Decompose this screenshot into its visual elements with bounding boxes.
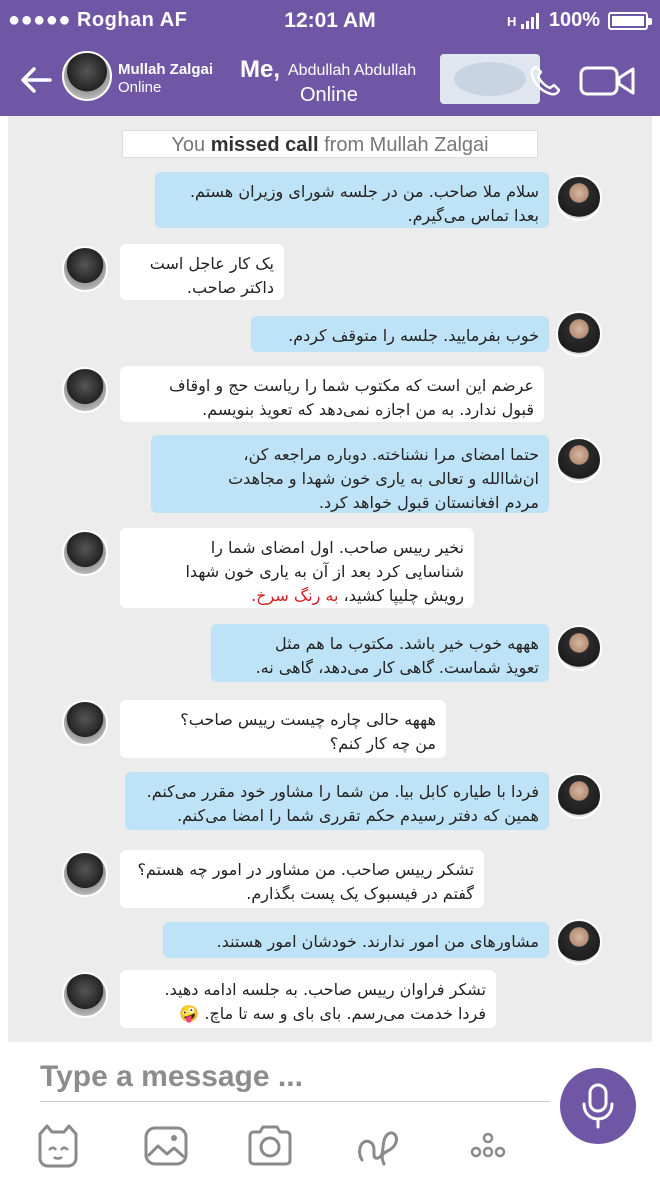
- my-avatar: [556, 625, 602, 671]
- signal-icon: [507, 12, 541, 30]
- me-status: Online: [300, 84, 358, 106]
- svg-text:H: H: [506, 13, 517, 29]
- message-bubble-me: هههه خوب خیر باشد. مکتوب ما هم مثل تعویذ شماست. گاهی کار می‌دهد، گاهی نه.: [211, 624, 549, 682]
- message-bubble-me: فردا با طیاره کابل بیا. من شما را مشاور خود مقرر می‌کنم. همین که دفتر رسیدم حکم تقرری شما را امضا می‌کنم.: [125, 772, 549, 830]
- battery-icon: [608, 12, 648, 30]
- contact-message-avatar: [62, 700, 108, 746]
- doodle-icon[interactable]: [352, 1120, 404, 1172]
- phone-call-icon[interactable]: [528, 64, 562, 98]
- message-bubble-contact: تشکر فراوان رییس صاحب. به جلسه ادامه دهید. فردا خدمت می‌رسم. بای بای و سه تا ماچ. 🤪: [120, 970, 496, 1028]
- my-avatar: [556, 773, 602, 819]
- message-bubble-me: حتما امضای مرا نشناخته. دوباره مراجعه کن، ان‌شاالله و تعالی به یاری خون شهدا و مجاهدت مردم افغانستان قبول خواهد کرد.: [151, 435, 549, 513]
- contact-message-avatar: [62, 367, 108, 413]
- video-call-icon[interactable]: [578, 64, 636, 98]
- my-avatar: [556, 437, 602, 483]
- carrier-name: ●●●●● Roghan AF: [8, 9, 188, 31]
- message-bubble-contact: یک کار عاجل است داکتر صاحب.: [120, 244, 284, 300]
- contact-name[interactable]: Mullah Zalgai: [118, 61, 214, 78]
- message-bubble-contact: هههه حالی چاره چیست رییس صاحب؟ من چه کار کنم؟: [120, 700, 446, 758]
- battery-level: 100%: [548, 9, 600, 31]
- me-label: Me,: [240, 56, 281, 83]
- status-bar: [0, 0, 660, 44]
- message-input[interactable]: Type a message ...: [40, 1053, 550, 1102]
- missed-call-notice: You missed call from Mullah Zalgai: [122, 130, 538, 158]
- clock: 12:01 AM: [284, 9, 376, 32]
- contact-status: Online: [118, 79, 162, 96]
- contact-message-avatar: [62, 972, 108, 1018]
- contact-message-avatar: [62, 851, 108, 897]
- gallery-icon[interactable]: [140, 1120, 192, 1172]
- watermark-logo: [440, 54, 540, 104]
- message-bubble-me: خوب بفرمایید. جلسه را متوقف کردم.: [251, 316, 549, 352]
- microphone-icon: [580, 1082, 616, 1130]
- sticker-icon[interactable]: [32, 1120, 84, 1172]
- contact-avatar[interactable]: [62, 51, 112, 101]
- message-bubble-me: سلام ملا صاحب. من در جلسه شورای وزیران هستم. بعدا تماس می‌گیرم.: [155, 172, 549, 228]
- more-options-icon[interactable]: [462, 1120, 514, 1172]
- back-arrow-icon[interactable]: [18, 62, 54, 98]
- my-avatar: [556, 311, 602, 357]
- red-text: به رنگ سرخ.: [251, 586, 339, 605]
- my-avatar: [556, 919, 602, 965]
- message-bubble-me: مشاورهای من امور ندارند. خودشان امور هستند.: [163, 922, 549, 958]
- my-avatar: [556, 175, 602, 221]
- message-bubble-contact: نخیر رییس صاحب. اول امضای شما را شناسایی کرد بعد از آن به یاری خون شهدا رویش چلیپا کشید، به رنگ سرخ.: [120, 528, 474, 608]
- camera-icon[interactable]: [244, 1120, 296, 1172]
- me-name: Abdullah Abdullah: [288, 62, 417, 79]
- contact-message-avatar: [62, 530, 108, 576]
- message-bubble-contact: عرضم این است که مکتوب شما را ریاست حج و اوقاف قبول ندارد. به من اجازه نمی‌دهد که تعویذ بنویسم.: [120, 366, 544, 422]
- contact-message-avatar: [62, 246, 108, 292]
- chat-header: [0, 44, 660, 116]
- message-bubble-contact: تشکر رییس صاحب. من مشاور در امور چه هستم؟ گفتم در فیسبوک یک پست بگذارم.: [120, 850, 484, 908]
- status-indicators: [507, 9, 648, 32]
